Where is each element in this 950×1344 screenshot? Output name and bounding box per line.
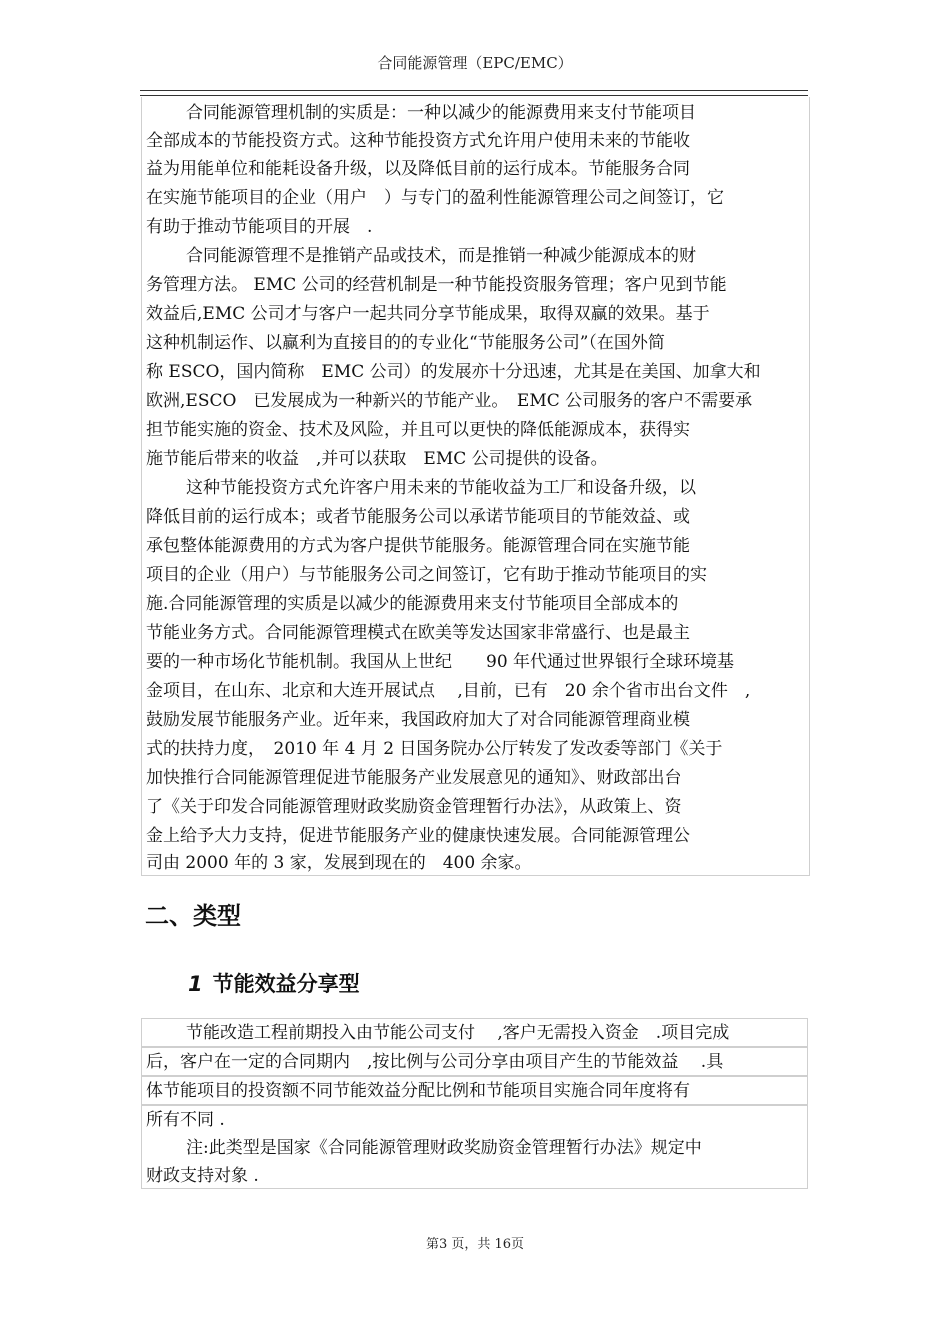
paragraph-line: 司由 2000 年的 3 家，发展到现在的 400 余家。: [146, 853, 532, 873]
paragraph-line: 施.合同能源管理的实质是以减少的能源费用来支付节能项目全部成本的: [146, 594, 679, 614]
type-text-row: [141, 1018, 808, 1047]
paragraph-line: 金上给予大力支持，促进节能服务产业的健康快速发展。合同能源管理公: [146, 826, 690, 846]
header-rule-double: [140, 95, 808, 96]
paragraph-line: 节能改造工程前期投入由节能公司支付 ,客户无需投入资金 .项目完成: [186, 1023, 730, 1043]
paragraph-line: 担节能实施的资金、技术及风险，并且可以更快的降低能源成本，获得实: [146, 420, 690, 440]
paragraph-line: 项目的企业（用户）与节能服务公司之间签订，它有助于推动节能项目的实: [146, 565, 707, 585]
type-text-block: [141, 1105, 808, 1189]
paragraph-line: 称 ESCO，国内简称 EMC 公司）的发展亦十分迅速，尤其是在美国、加拿大和: [146, 362, 761, 382]
paragraph-line: 加快推行合同能源管理促进节能服务产业发展意见的通知》、财政部出台: [146, 768, 682, 788]
paragraph-line: 承包整体能源费用的方式为客户提供节能服务。能源管理合同在实施节能: [146, 536, 690, 556]
paragraph-line: 施节能后带来的收益 ,并可以获取 EMC 公司提供的设备。: [146, 449, 608, 469]
type-text-row: [141, 1076, 808, 1105]
paragraph-line: 降低目前的运行成本；或者节能服务公司以承诺节能项目的节能效益、或: [146, 507, 690, 527]
paragraph-line: 这种节能投资方式允许客户用未来的节能收益为工厂和设备升级，以: [186, 478, 696, 498]
paragraph-line: 式的扶持力度， 2010 年 4 月 2 日国务院办公厅转发了发改委等部门《关于: [146, 739, 723, 759]
paragraph-line: 节能业务方式。合同能源管理模式在欧美等发达国家非常盛行、也是最主: [146, 623, 690, 643]
paragraph-line: 务管理方法。 EMC 公司的经营机制是一种节能投资服务管理；客户见到节能: [146, 275, 727, 295]
subsection-title: 节能效益分享型: [212, 972, 360, 996]
type-text-row: [141, 1047, 808, 1076]
section-heading: 二、类型: [145, 902, 241, 930]
paragraph-line: 效益后,EMC 公司才与客户一起共同分享节能成果，取得双赢的效果。基于: [146, 304, 710, 324]
subsection-number: 1: [188, 972, 203, 996]
paragraph-line: 合同能源管理不是推销产品或技术，而是推销一种减少能源成本的财: [186, 246, 696, 266]
paragraph-line: 欧洲,ESCO 已发展成为一种新兴的节能产业。 EMC 公司服务的客户不需要承: [146, 391, 753, 411]
paragraph-line: 合同能源管理机制的实质是：一种以减少的能源费用来支付节能项目: [186, 103, 696, 123]
paragraph-line: 体节能项目的投资额不同节能效益分配比例和节能项目实施合同年度将有: [146, 1081, 690, 1101]
paragraph-line: 注:此类型是国家《合同能源管理财政奖励资金管理暂行办法》规定中: [186, 1138, 702, 1158]
paragraph-line: 鼓励发展节能服务产业。近年来，我国政府加大了对合同能源管理商业模: [146, 710, 690, 730]
page-header: 合同能源管理（EPC/EMC）: [377, 54, 573, 72]
header-rule: [140, 90, 808, 91]
subsection-heading: [188, 968, 360, 998]
paragraph-line: 了《关于印发合同能源管理财政奖励资金管理暂行办法》，从政策上、资: [146, 797, 682, 817]
paragraph-line: 金项目，在山东、北京和大连开展试点 ,目前，已有 20 余个省市出台文件 ,: [146, 681, 751, 701]
body-text-block: [141, 97, 810, 876]
paragraph-line: 这种机制运作、以赢利为直接目的的专业化“节能服务公司”（在国外简: [146, 333, 665, 353]
paragraph-line: 所有不同 .: [146, 1110, 225, 1130]
paragraph-line: 在实施节能项目的企业（用户 ）与专门的盈利性能源管理公司之间签订，它: [146, 188, 724, 208]
paragraph-line: 财政支持对象 .: [146, 1166, 259, 1186]
page-footer: 第3 页，共 16页: [425, 1237, 525, 1252]
paragraph-line: 益为用能单位和能耗设备升级，以及降低目前的运行成本。节能服务合同: [146, 159, 690, 179]
paragraph-line: 要的一种市场化节能机制。我国从上世纪 90 年代通过世界银行全球环境基: [146, 652, 735, 672]
paragraph-line: 全部成本的节能投资方式。这种节能投资方式允许用户使用未来的节能收: [146, 131, 690, 151]
paragraph-line: 有助于推动节能项目的开展 .: [146, 217, 373, 237]
paragraph-line: 后，客户在一定的合同期内 ,按比例与公司分享由项目产生的节能效益 .具: [146, 1052, 724, 1072]
